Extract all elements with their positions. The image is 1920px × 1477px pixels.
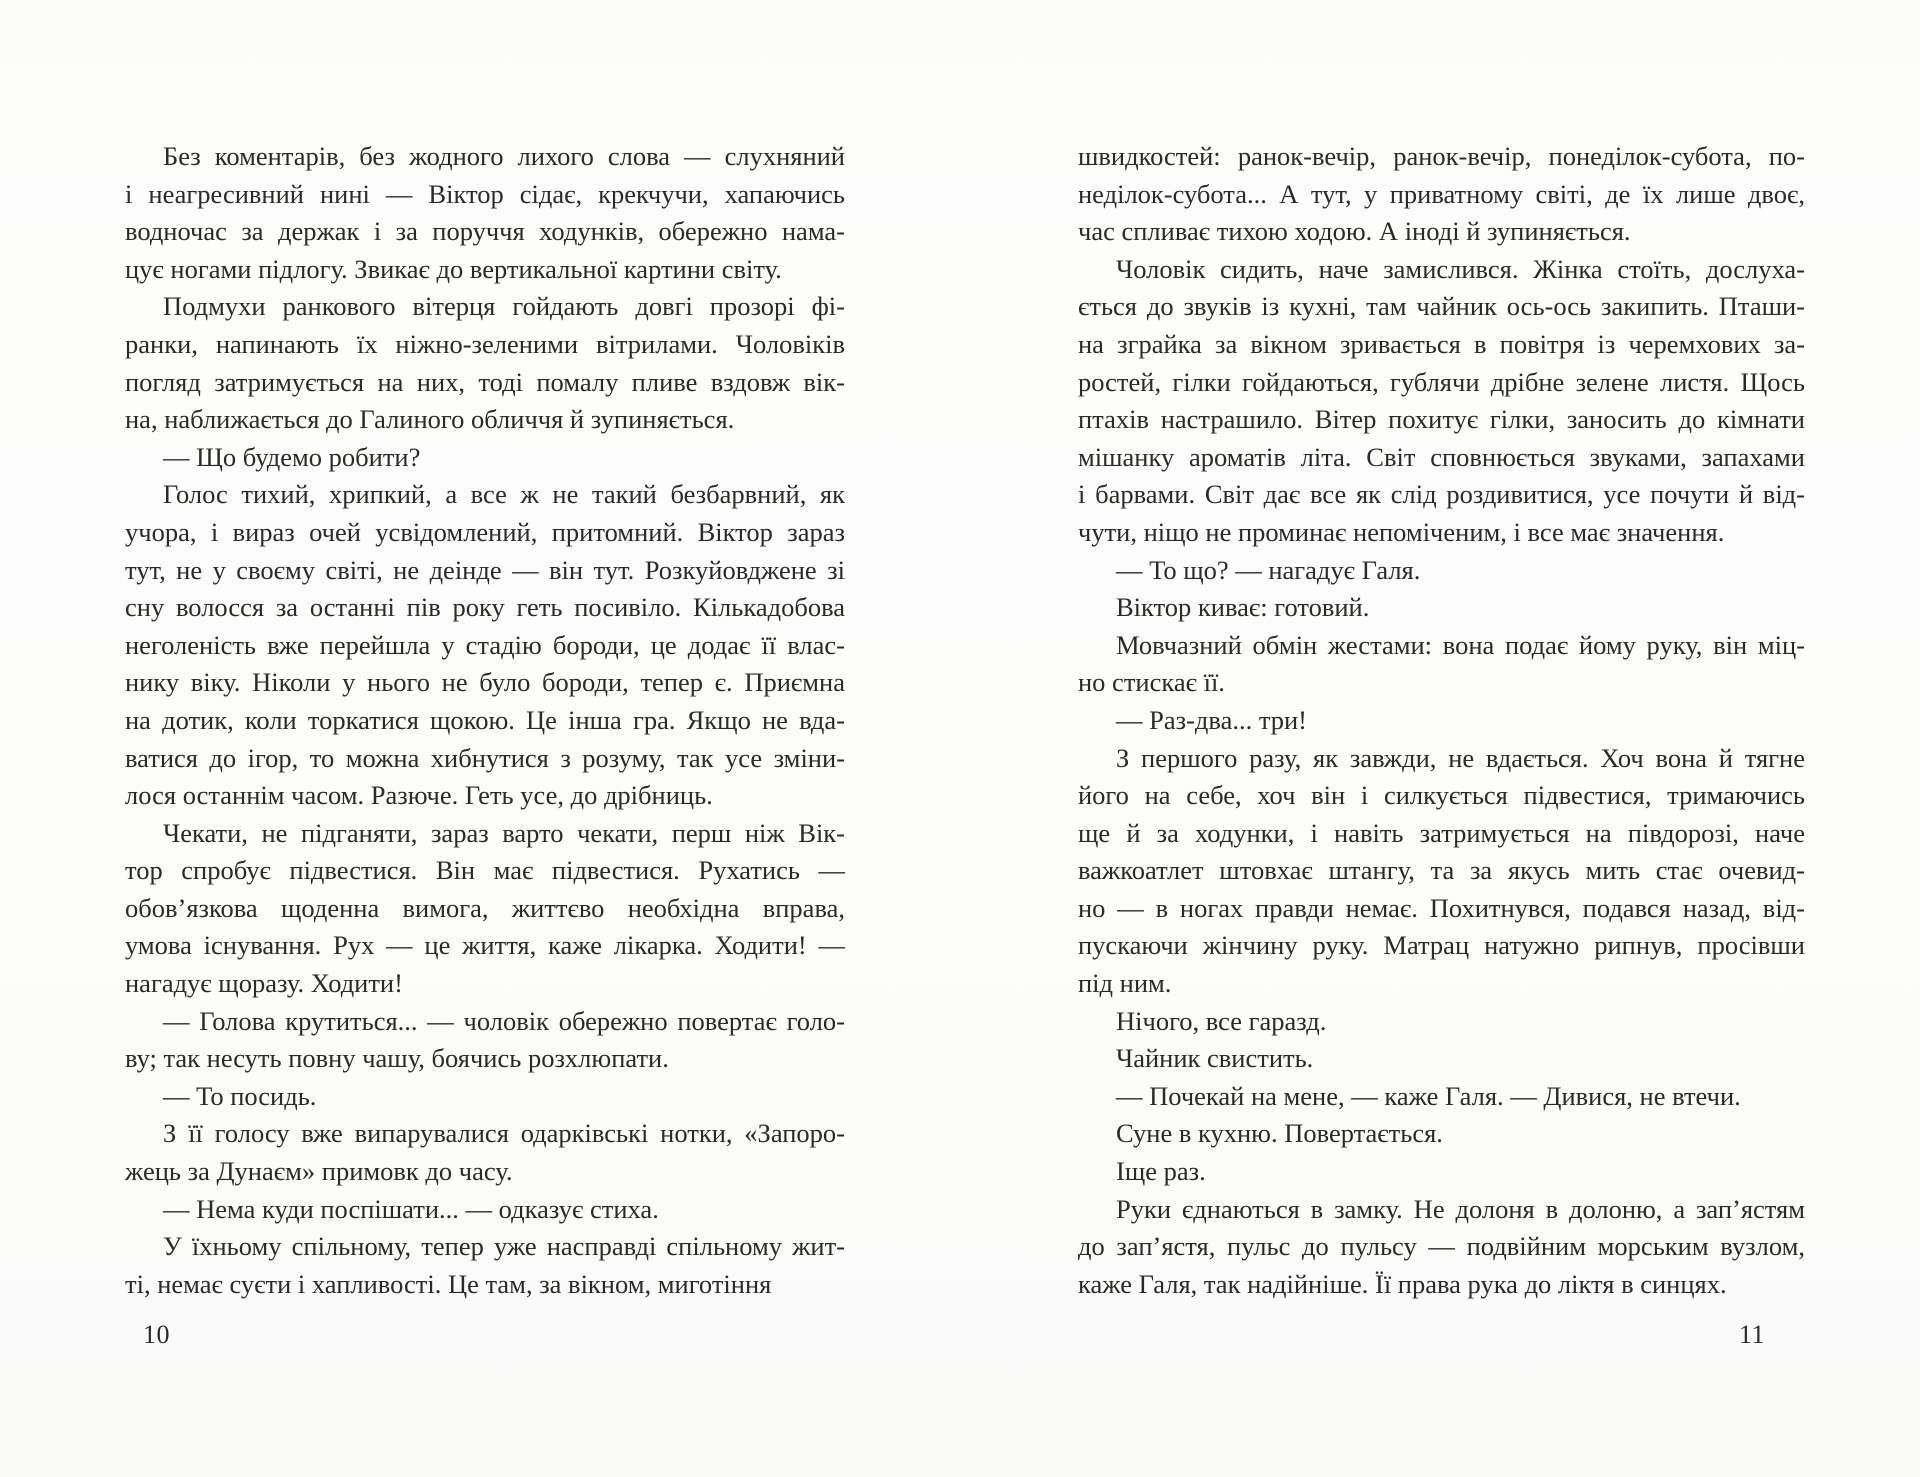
page-number-right: 11 — [1738, 1320, 1765, 1349]
text-line: — Нема куди поспішати... — одказує стиха. — [163, 1193, 659, 1224]
text-line: важкоатлет штовхає штангу, та за якусь мить стає очевид- — [1078, 855, 1805, 886]
text-line: Суне в кухню. Повертається. — [1116, 1118, 1443, 1149]
text-line: З першого разу, як завжди, не вдається. Хоч вона й тягне — [1116, 742, 1805, 773]
text-line: Без коментарів, без жодного лихого слова — слухняний — [163, 141, 845, 171]
text-line: і неагресивний нині — Віктор сідає, крекчучи, хапаючись — [125, 178, 845, 209]
text-line: — Почекай на мене, — каже Галя. — Дивися, не втечи. — [1116, 1080, 1741, 1111]
text-line: учора, і вираз очей усвідомлений, притомний. Віктор зараз — [125, 516, 845, 547]
text-line: У їхньому спільному, тепер уже насправді спільному жит- — [163, 1231, 845, 1262]
text-line: Голос тихий, хрипкий, а все ж не такий безбарвний, як — [163, 479, 845, 510]
text-line: на дотик, коли торкатися щокою. Це інша гра. Якщо не вда- — [125, 704, 845, 735]
text-line: ється до звуків із кухні, там чайник ось-ось закипить. Пташи- — [1078, 291, 1805, 322]
text-line: тут, не у своєму світі, не деінде — він тут. Розкуйовджене зі — [125, 554, 845, 585]
text-line: ще й за ходунки, і навіть затримується на півдорозі, наче — [1078, 817, 1805, 848]
text-line: птахів настрашило. Вітер похитує гілки, заносить до кімнати — [1078, 404, 1805, 435]
text-line: час спливає тихою ходою. А іноді й зупиняється. — [1078, 216, 1631, 247]
text-line: цує ногами підлогу. Звикає до вертикальної картини світу. — [125, 253, 782, 284]
text-line: швидкостей: ранок-вечір, ранок-вечір, понеділок-субота, по- — [1078, 141, 1805, 171]
text-line: ростей, гілки гойдаються, гублячи дрібне зелене листя. Щось — [1078, 366, 1805, 397]
text-line: З її голосу вже випарувалися одарківські нотки, «Запоро- — [163, 1118, 845, 1149]
text-line: умова існування. Рух — це життя, каже лікарка. Ходити! — — [125, 930, 845, 961]
text-line: ву; так несуть повну чашу, боячись розхлюпати. — [125, 1043, 669, 1074]
page-right-text — [1078, 138, 1805, 1303]
text-line: Руки єднаються в замку. Не долоня в долоню, а зап’ястям — [1116, 1193, 1805, 1224]
text-line: і барвами. Світ дає все як слід роздивитися, усе почути й від- — [1078, 479, 1805, 510]
page-left-text — [125, 138, 845, 1303]
text-line: тор спробує підвестися. Він має підвестися. Рухатись — — [125, 855, 845, 886]
text-line: ті, немає суєти і хапливості. Це там, за вікном, миготіння — [125, 1268, 772, 1299]
text-line: — То посидь. — [163, 1080, 317, 1111]
text-line: но стискає її. — [1078, 667, 1225, 698]
page-number-left: 10 — [143, 1320, 170, 1349]
text-line: ранки, напинають їх ніжно-зеленими вітрилами. Чоловіків — [125, 328, 845, 359]
text-line: — Що будемо робити? — [163, 441, 421, 472]
text-line: погляд затримується на них, тоді помалу пливе вздовж вік- — [125, 366, 845, 397]
text-line: ватися до ігор, то можна хибнутися з розуму, так усе зміни- — [125, 742, 845, 773]
text-line: лося останнім часом. Разюче. Геть усе, до дрібниць. — [125, 780, 713, 811]
text-line: Чекати, не підганяти, зараз варто чекати, перш ніж Вік- — [163, 817, 845, 848]
text-line: Подмухи ранкового вітерця гойдають довгі прозорі фі- — [163, 291, 845, 322]
text-line: на зграйка за вікном зривається в повітря із черемхових за- — [1078, 328, 1805, 359]
text-line: — Голова крутиться... — чоловік обережно повертає голо- — [163, 1005, 845, 1036]
text-line: до зап’ястя, пульс до пульсу — подвійним морським вузлом, — [1078, 1231, 1805, 1262]
text-line: — То що? — нагадує Галя. — [1116, 554, 1421, 585]
text-line: його на себе, хоч він і силкується підвестися, тримаючись — [1078, 780, 1805, 811]
text-line: — Раз-два... три! — [1116, 704, 1307, 735]
text-line: сну волосся за останні пів року геть посивіло. Кількадобова — [125, 592, 845, 623]
text-line: Чоловік сидить, наче замислився. Жінка стоїть, дослуха- — [1116, 253, 1805, 284]
text-line: Чайник свистить. — [1116, 1043, 1314, 1074]
text-line: Мовчазний обмін жестами: вона подає йому руку, він міц- — [1116, 629, 1805, 660]
text-line: но — в ногах правди немає. Похитнувся, подався назад, від- — [1078, 892, 1805, 923]
text-line: Нічого, все гаразд. — [1116, 1005, 1327, 1036]
text-line: Іще раз. — [1116, 1156, 1206, 1187]
text-line: водночас за держак і за поруччя ходунків, обережно нама- — [125, 216, 845, 247]
text-line: чути, ніщо не проминає непоміченим, і все має значення. — [1078, 516, 1725, 547]
text-line: жець за Дунаєм» примовк до часу. — [125, 1156, 513, 1187]
text-line: каже Галя, так надійніше. Її права рука до ліктя в синцях. — [1078, 1268, 1727, 1299]
text-line: мішанку ароматів літа. Світ сповнюється звуками, запахами — [1078, 441, 1805, 472]
text-line: нику віку. Ніколи у нього не було бороди, тепер є. Приємна — [125, 667, 845, 698]
text-line: на, наближається до Галиного обличчя й зупиняється. — [125, 404, 735, 435]
text-line: неділок-субота... А тут, у приватному світі, де їх лише двоє, — [1078, 178, 1805, 209]
text-line: пускаючи жінчину руку. Матрац натужно рипнув, просівши — [1078, 930, 1805, 961]
text-line: неголеність вже перейшла у стадію бороди, це додає її влас- — [125, 629, 845, 660]
text-line: нагадує щоразу. Ходити! — [125, 968, 403, 999]
text-line: обов’язкова щоденна вимога, життєво необхідна вправа, — [125, 892, 845, 923]
text-line: під ним. — [1078, 968, 1172, 999]
text-line: Віктор киває: готовий. — [1116, 592, 1370, 623]
